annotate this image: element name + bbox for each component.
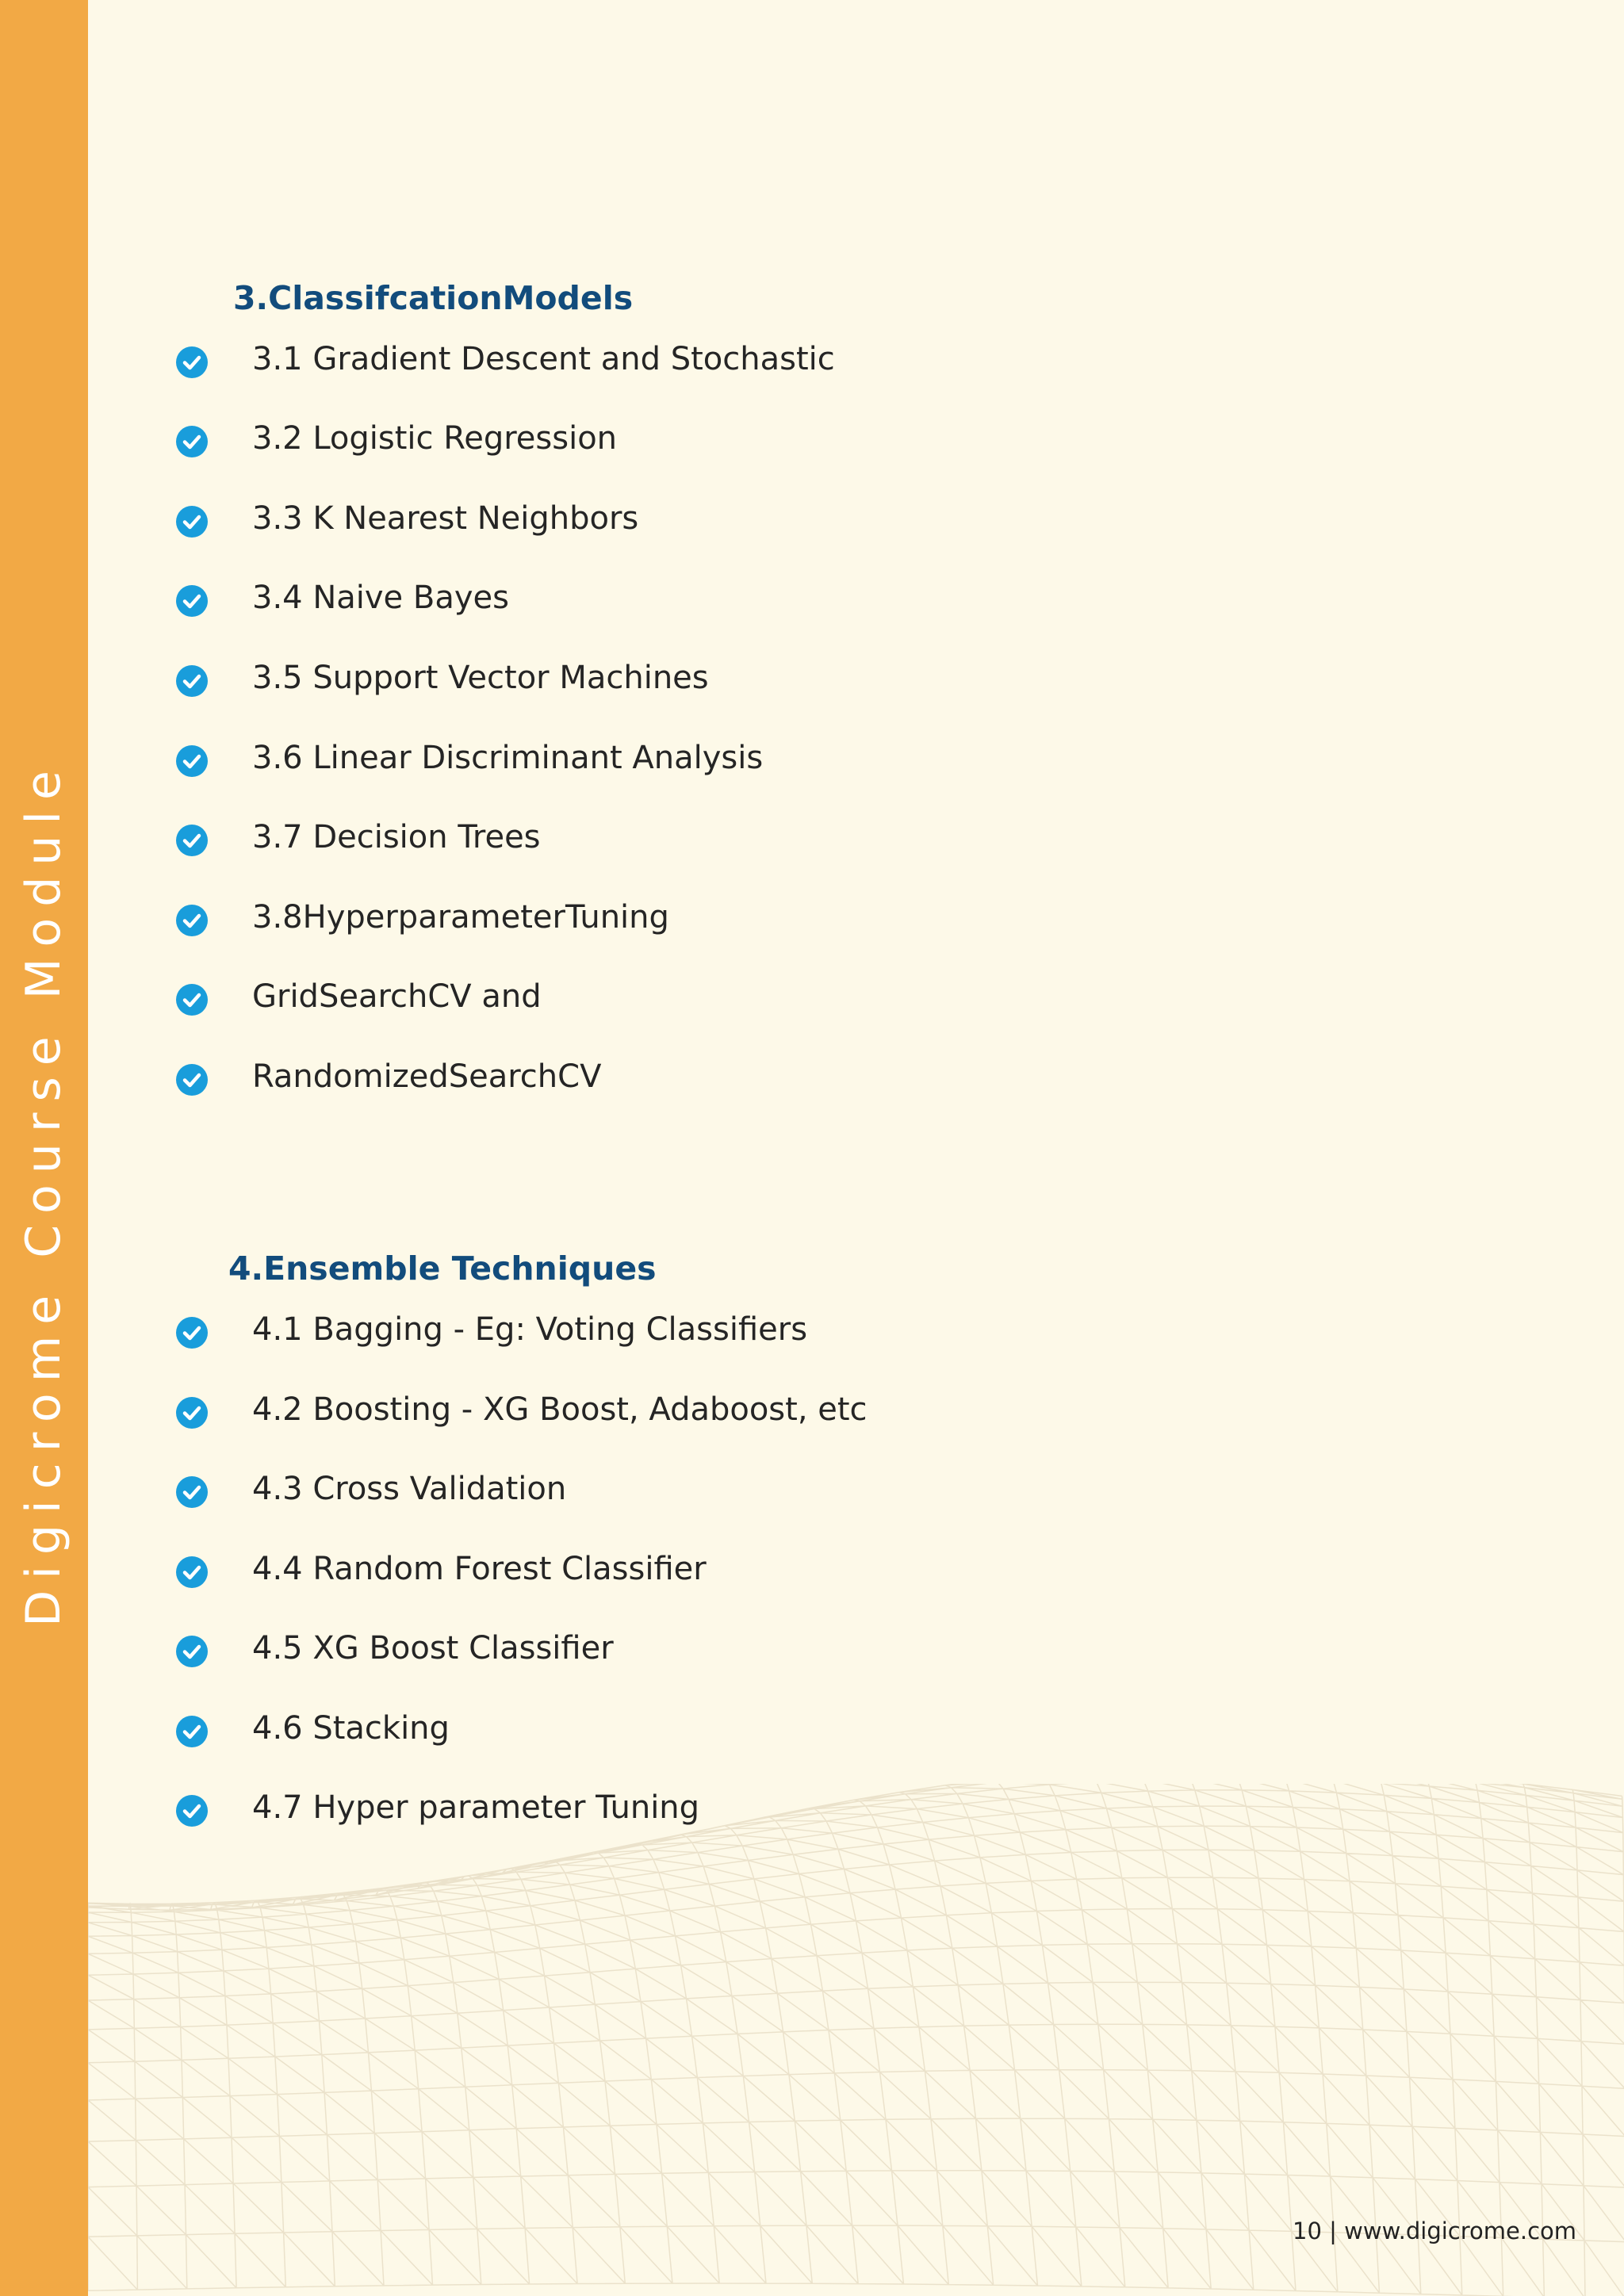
page-footer: 10 | www.digicrome.com <box>1293 2218 1576 2244</box>
check-circle-icon <box>176 346 208 378</box>
check-circle-icon <box>176 1556 208 1588</box>
check-circle-icon <box>176 1317 208 1349</box>
check-circle-icon <box>176 905 208 936</box>
list-item-label: 4.4 Random Forest Classifier <box>252 1551 707 1587</box>
check-circle-icon <box>176 825 208 856</box>
list-item-label: 3.4 Naive Bayes <box>252 580 509 616</box>
sidebar-label: Digicrome Course Module <box>16 760 71 1627</box>
sidebar <box>0 0 88 2296</box>
check-circle-icon <box>176 1795 208 1827</box>
check-circle-icon <box>176 1716 208 1747</box>
list-item-label: 3.5 Support Vector Machines <box>252 660 709 696</box>
check-circle-icon <box>176 426 208 457</box>
list-item-label: 3.3 K Nearest Neighbors <box>252 500 639 537</box>
check-circle-icon <box>176 506 208 538</box>
check-circle-icon <box>176 1397 208 1429</box>
list-item-label: GridSearchCV and <box>252 978 542 1015</box>
list-item-label: 4.7 Hyper parameter Tuning <box>252 1789 700 1826</box>
section-title: 3.ClassifcationModels <box>233 279 634 317</box>
list-item-label: 3.7 Decision Trees <box>252 819 541 855</box>
list-item-label: 4.6 Stacking <box>252 1710 450 1747</box>
list-item-label: 4.5 XG Boost Classifier <box>252 1630 614 1667</box>
check-circle-icon <box>176 745 208 777</box>
section-title: 4.Ensemble Techniques <box>228 1249 657 1288</box>
list-item-label: 3.8HyperparameterTuning <box>252 899 669 936</box>
list-item-label: 3.2 Logistic Regression <box>252 420 618 457</box>
check-circle-icon <box>176 1476 208 1508</box>
check-circle-icon <box>176 1636 208 1667</box>
check-circle-icon <box>176 1064 208 1096</box>
list-item-label: 3.6 Linear Discriminant Analysis <box>252 740 764 776</box>
list-item-label: 4.1 Bagging - Eg: Voting Classifiers <box>252 1311 808 1348</box>
list-item-label: 4.3 Cross Validation <box>252 1471 567 1507</box>
check-circle-icon <box>176 984 208 1016</box>
list-item-label: RandomizedSearchCV <box>252 1058 602 1095</box>
list-item-label: 3.1 Gradient Descent and Stochastic <box>252 341 835 377</box>
check-circle-icon <box>176 585 208 617</box>
check-circle-icon <box>176 665 208 697</box>
list-item-label: 4.2 Boosting - XG Boost, Adaboost, etc <box>252 1391 868 1428</box>
